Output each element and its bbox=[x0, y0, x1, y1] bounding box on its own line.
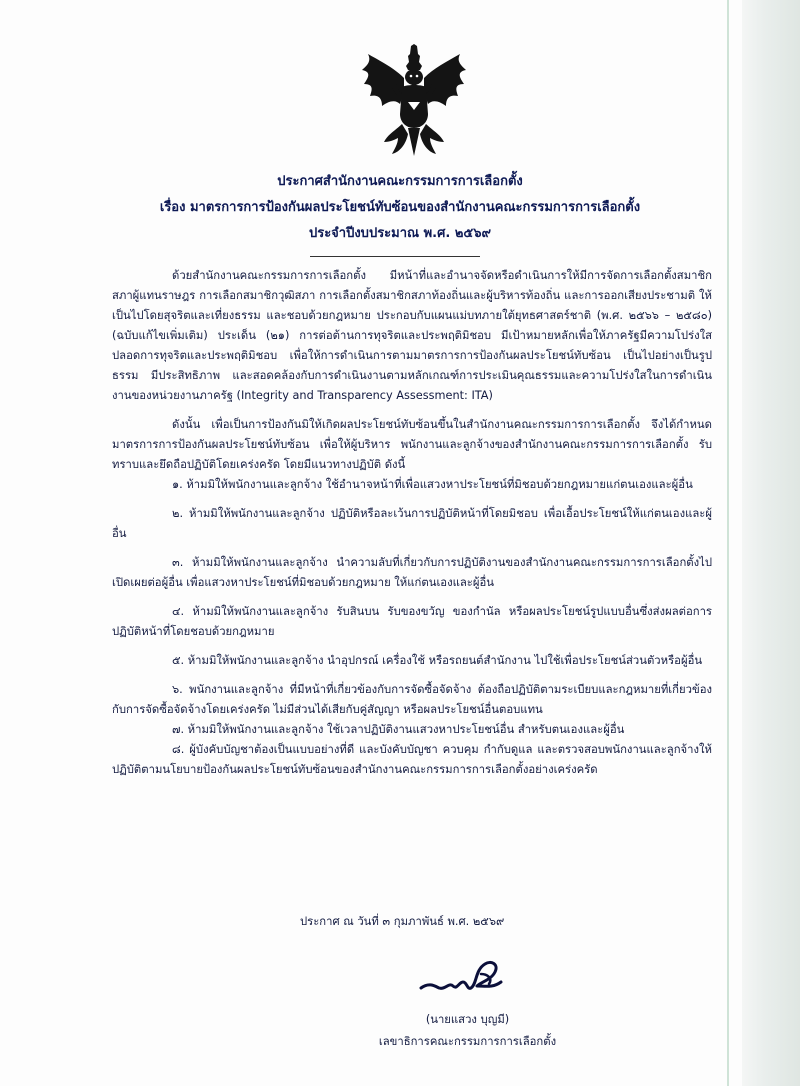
measure-item: ๓. ห้ามมิให้พนักงานและลูกจ้าง นำความลับที่เกี่ยวกับการปฏิบัติงานของสำนักงานคณะกรรมการการเลือกตั้งไปเปิดเผยต่อผู้อื่น เพื่อแสวงหาประโยชน์ที่มิชอบด้วยกฎหมาย ให้แก่ตนเองและผู้อื่น bbox=[112, 556, 712, 589]
signer-name: (นายแสวง บุญมี) bbox=[425, 1013, 510, 1026]
measure-item: ๒. ห้ามมิให้พนักงานและลูกจ้าง ปฏิบัติหรือละเว้นการปฏิบัติหน้าที่โดยมิชอบ เพื่อเอื้อประโยชน์ให้แก่ตนเองและผู้อื่น bbox=[112, 507, 712, 540]
fiscal-year: ประจำปีงบประมาณ พ.ศ. ๒๕๖๙ bbox=[308, 226, 492, 241]
intro-paragraph: ด้วยสำนักงานคณะกรรมการการเลือกตั้ง มีหน้าที่และอำนาจจัดหรือดำเนินการให้มีการจัดการเลือกตั้งสมาชิกสภาผู้แทนราษฎร การเลือกสมาชิกวุฒิสภา การเลือกตั้งสมาชิกสภาท้องถิ่นและผู้บริหารท้องถิ่น และการออกเสียงประชามติ ให้เป็นไปโดยสุจริตและเที่ยงธรรม และชอบด้วยกฎหมาย ประกอบกับแผนแม่บทภายใต้ยุทธศาสตร์ชาติ (พ.ศ. ๒๕๖๖ – ๒๕๘๐) (ฉบับแก้ไขเพิ่มเติม) ประเด็น (๒๑) การต่อต้านการทุจริตและประพฤติมิชอบ มีเป้าหมายหลักเพื่อให้ภาครัฐมีความโปร่งใส ปลอดการทุจริตและประพฤติมิชอบ เพื่อให้การดำเนินการตามมาตรการการป้องกันผลประโยชน์ทับซ้อน เป็นไปอย่างเป็นรูปธรรม มีประสิทธิภาพ และสอดคล้องกับการดำเนินงานตามหลักเกณฑ์การประเมินคุณธรรมและความโปร่งใสในการดำเนินงานของหน่วยงานภาครัฐ (Integrity and Transparency Assessment: ITA) bbox=[112, 269, 712, 402]
scan-edge bbox=[742, 0, 800, 1086]
signer-position: เลขาธิการคณะกรรมการการเลือกตั้ง bbox=[378, 1035, 557, 1048]
page-edge-line bbox=[727, 0, 729, 1086]
garuda-emblem-icon bbox=[358, 44, 470, 162]
measure-item: ๘. ผู้บังคับบัญชาต้องเป็นแบบอย่างที่ดี และบังคับบัญชา ควบคุม กำกับดูแล และตรวจสอบพนักงานและลูกจ้างให้ปฏิบัติตามนโยบายป้องกันผลประโยชน์ทับซ้อนของสำนักงานคณะกรรมการการเลือกตั้งอย่างเคร่งครัด bbox=[112, 743, 712, 776]
purpose-paragraph: ดังนั้น เพื่อเป็นการป้องกันมิให้เกิดผลประโยชน์ทับซ้อนขึ้นในสำนักงานคณะกรรมการการเลือกตั้ง จึงได้กำหนดมาตรการการป้องกันผลประโยชน์ทับซ้อน เพื่อให้ผู้บริหาร พนักงานและลูกจ้างของสำนักงานคณะกรรมการการเลือกตั้ง รับทราบและยึดถือปฏิบัติโดยเคร่งครัด โดยมีแนวทางปฏิบัติ ดังนี้ bbox=[112, 418, 712, 471]
announcement-body bbox=[112, 266, 712, 780]
measure-item: ๖. พนักงานและลูกจ้าง ที่มีหน้าที่เกี่ยวข้องกับการจัดซื้อจัดจ้าง ต้องถือปฏิบัติตามระเบียบและกฎหมายที่เกี่ยวข้องกับการจัดซื้อจัดจ้างโดยเคร่งครัด ไม่มีส่วนได้เสียกับคู่สัญญา หรือผลประโยชน์อื่นตอบแทน bbox=[112, 683, 712, 716]
announcement-date: ประกาศ ณ วันที่ ๓ กุมภาพันธ์ พ.ศ. ๒๕๖๙ bbox=[300, 915, 505, 928]
title-divider bbox=[310, 256, 480, 257]
measure-item: ๕. ห้ามมิให้พนักงานและลูกจ้าง นำอุปกรณ์ เครื่องใช้ หรือรถยนต์สำนักงาน ไปใช้เพื่อประโยชน์ส่วนตัวหรือผู้อื่น bbox=[172, 654, 703, 667]
measure-item: ๔. ห้ามมิให้พนักงานและลูกจ้าง รับสินบน รับของขวัญ ของกำนัล หรือผลประโยชน์รูปแบบอื่นซึ่งส่งผลต่อการปฏิบัติหน้าที่โดยชอบด้วยกฎหมาย bbox=[112, 605, 712, 638]
announcement-title: ประกาศสำนักงานคณะกรรมการการเลือกตั้ง bbox=[277, 174, 523, 189]
handwritten-signature-icon bbox=[415, 952, 515, 1002]
announcement-subject: เรื่อง มาตรการการป้องกันผลประโยชน์ทับซ้อนของสำนักงานคณะกรรมการการเลือกตั้ง bbox=[159, 200, 641, 215]
measure-item: ๑. ห้ามมิให้พนักงานและลูกจ้าง ใช้อำนาจหน้าที่เพื่อแสวงหาประโยชน์ที่มิชอบด้วยกฎหมายแก่ตนเองและผู้อื่น bbox=[172, 478, 693, 491]
measure-item: ๗. ห้ามมิให้พนักงานและลูกจ้าง ใช้เวลาปฏิบัติงานแสวงหาประโยชน์อื่น สำหรับตนเองและผู้อื่น bbox=[172, 723, 625, 736]
